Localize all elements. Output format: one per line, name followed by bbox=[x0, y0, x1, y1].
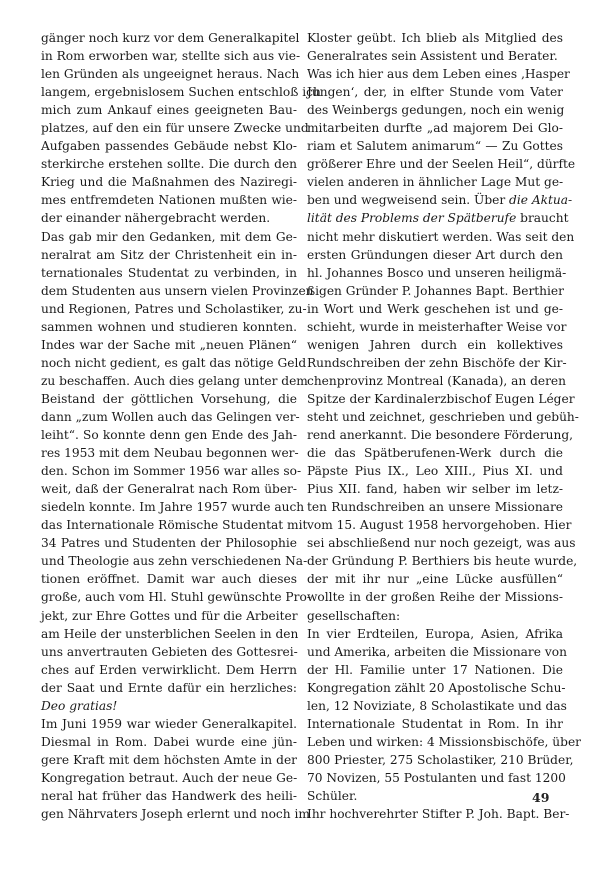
text-line bbox=[307, 246, 563, 264]
text-line bbox=[41, 264, 297, 282]
line-text: Aufgaben passendes Gebäude nebst Klo- bbox=[41, 139, 297, 154]
text-line bbox=[307, 390, 575, 408]
text-line bbox=[307, 155, 576, 173]
line-text: zu beschaffen. Auch dies gelang unter dem bbox=[41, 373, 308, 388]
text-line bbox=[307, 607, 563, 625]
text-line bbox=[41, 697, 297, 715]
line-text: steht und zeichnet, geschrieben und gebüh- bbox=[307, 409, 579, 424]
text-line bbox=[307, 679, 566, 697]
text-line bbox=[41, 65, 300, 83]
line-text: Diesmal in Rom. Dabei wurde eine jün- bbox=[41, 734, 297, 749]
line-text: Schüler. bbox=[307, 788, 358, 803]
text-line bbox=[41, 173, 297, 191]
text-line bbox=[41, 516, 308, 534]
text-line bbox=[41, 101, 297, 119]
line-text: langem, ergebnislosem Suchen entschloß ich bbox=[41, 85, 321, 100]
page-number: 49 bbox=[532, 790, 550, 805]
line-text: wollte in der großen Reihe der Missions- bbox=[307, 590, 563, 605]
line-text: chenprovinz Montreal (Kanada), an deren bbox=[307, 373, 566, 388]
text-line bbox=[307, 498, 563, 516]
line-text: dem Studenten aus unsern vielen Provinzen bbox=[41, 283, 314, 298]
line-text: Leben und wirken: 4 Missionsbischöfe, über bbox=[307, 734, 581, 749]
line-text: ches auf Erden verwirklicht. Dem Herrn bbox=[41, 662, 297, 677]
line-text: ternationales Studentat zu verbinden, in bbox=[41, 265, 297, 280]
line-text: mitarbeiten durfte „ad majorem Dei Glo- bbox=[307, 121, 563, 136]
text-line bbox=[41, 462, 302, 480]
text-line bbox=[41, 83, 321, 101]
text-line bbox=[307, 408, 579, 426]
text-line bbox=[307, 697, 567, 715]
line-text: Das gab mir den Gedanken, mit dem Ge- bbox=[41, 229, 297, 244]
line-text: sei abschließend nur noch gezeigt, was aus bbox=[307, 536, 576, 551]
text-line bbox=[307, 282, 563, 300]
line-text: neral hat früher das Handwerk des heili- bbox=[41, 788, 297, 803]
line-text: große, auch vom Hl. Stuhl gewünschte Pro- bbox=[41, 590, 311, 605]
text-line bbox=[307, 300, 563, 318]
line-text: Deo gratias! bbox=[41, 698, 118, 713]
text-line bbox=[307, 336, 563, 354]
line-text: die das Spätberufenen-Werk durch die bbox=[307, 446, 563, 461]
text-line bbox=[307, 209, 569, 227]
line-text: mes entfremdeten Nationen mußten wie- bbox=[41, 193, 297, 208]
text-line bbox=[307, 137, 563, 155]
text-line bbox=[41, 625, 297, 643]
line-text: der Saat und Ernte dafür ein herzliches: bbox=[41, 680, 297, 695]
line-text: wenigen Jahren durch ein kollektives bbox=[307, 337, 563, 352]
line-text: in Wort und Werk geschehen ist und ge- bbox=[307, 301, 563, 316]
line-text: der mit ihr nur „eine Lücke ausfüllen“ bbox=[307, 572, 563, 587]
text-line bbox=[41, 444, 297, 462]
line-text: ten Rundschreiben an unsere Missionare bbox=[307, 500, 563, 515]
text-line bbox=[307, 444, 563, 462]
text-line bbox=[41, 805, 310, 823]
text-line bbox=[41, 372, 308, 390]
line-text: Päpste Pius IX., Leo XIII., Pius XI. und bbox=[307, 464, 563, 479]
line-text: 800 Priester, 275 Scholastiker, 210 Brüder, bbox=[307, 752, 574, 767]
line-text: hl. Johannes Bosco und unseren heiligmä- bbox=[307, 265, 567, 280]
line-text: in Rom erworben war, stellte sich aus vie- bbox=[41, 49, 301, 64]
text-line bbox=[41, 300, 307, 318]
text-line bbox=[307, 228, 575, 246]
text-line bbox=[41, 354, 307, 372]
line-text: gen Nährvaters Joseph erlernt und noch im bbox=[41, 807, 310, 822]
text-line bbox=[41, 570, 297, 588]
line-text: sterkirche erstehen sollte. Die durch den bbox=[41, 157, 297, 172]
line-text: dann „zum Wollen auch das Gelingen ver- bbox=[41, 409, 300, 424]
line-text: Kongregation zählt 20 Apostolische Schu- bbox=[307, 680, 566, 695]
line-text: mich zum Ankauf eines geeigneten Bau- bbox=[41, 103, 297, 118]
line-text: platzes, auf den ein für unsere Zwecke und bbox=[41, 121, 309, 136]
line-text: des Weinbergs gedungen, noch ein wenig bbox=[307, 103, 565, 118]
text-line bbox=[41, 588, 311, 606]
line-text: In vier Erdteilen, Europa, Asien, Afrika bbox=[307, 626, 563, 641]
line-text: neralrat am Sitz der Christenheit ein in- bbox=[41, 247, 297, 262]
text-line bbox=[41, 661, 297, 679]
line-text: größerer Ehre und der Seelen Heil“, dürfte bbox=[307, 157, 576, 172]
line-text: weit, daß der Generalrat nach Rom über- bbox=[41, 482, 297, 497]
text-line bbox=[41, 390, 297, 408]
line-text: 70 Novizen, 55 Postulanten und fast 1200 bbox=[307, 770, 566, 785]
text-line bbox=[307, 318, 567, 336]
line-text: 34 Patres und Studenten der Philosophie bbox=[41, 536, 297, 551]
text-line bbox=[307, 625, 563, 643]
line-text: sammen wohnen und studieren konnten. bbox=[41, 319, 297, 334]
text-line bbox=[41, 552, 308, 570]
line-text: leiht“. So konnte denn gen Ende des Jah- bbox=[41, 428, 297, 443]
text-line bbox=[307, 264, 567, 282]
text-line bbox=[41, 155, 297, 173]
text-line bbox=[307, 787, 563, 805]
line-text: Generalrates sein Assistent und Berater. bbox=[307, 49, 558, 64]
text-line bbox=[307, 769, 566, 787]
line-text: Kloster geübt. Ich blieb als Mitglied des bbox=[307, 31, 563, 45]
text-line bbox=[41, 228, 297, 246]
line-text: und Regionen, Patres und Scholastiker, zu- bbox=[41, 301, 307, 316]
text-line bbox=[307, 462, 563, 480]
text-line bbox=[41, 643, 297, 661]
text-line bbox=[41, 137, 297, 155]
line-text: der einander nähergebracht werden. bbox=[41, 211, 271, 226]
text-line bbox=[41, 47, 301, 65]
line-text: der Gründung P. Berthiers bis heute wurde, bbox=[307, 554, 578, 569]
line-text: den. Schon im Sommer 1956 war alles so- bbox=[41, 464, 302, 479]
line-text: braucht bbox=[516, 211, 569, 226]
text-line bbox=[41, 534, 297, 552]
line-text: gesellschaften: bbox=[307, 608, 401, 623]
text-line bbox=[307, 480, 563, 498]
text-line bbox=[307, 65, 570, 83]
line-text: jekt, zur Ehre Gottes und für die Arbeiter bbox=[41, 608, 298, 623]
line-text: schieht, wurde in meisterhafter Weise vor bbox=[307, 319, 567, 334]
line-text: Im Juni 1959 war wieder Generalkapitel. bbox=[41, 716, 297, 731]
text-line bbox=[41, 119, 309, 137]
text-line bbox=[307, 83, 563, 101]
text-line bbox=[41, 246, 297, 264]
text-line bbox=[307, 733, 581, 751]
line-text: siedeln konnte. Im Jahre 1957 wurde auch bbox=[41, 500, 305, 515]
text-line bbox=[307, 426, 574, 444]
text-line bbox=[307, 643, 567, 661]
line-text: uns anvertrauten Gebieten des Gottesrei- bbox=[41, 644, 298, 659]
right-text-column bbox=[307, 29, 581, 823]
text-line bbox=[307, 101, 563, 119]
line-text: das Internationale Römische Studentat mit bbox=[41, 518, 308, 533]
text-line bbox=[41, 318, 297, 336]
line-text: Spitze der Kardinalerzbischof Eugen Léger bbox=[307, 391, 575, 406]
line-text: Kongregation betraut. Auch der neue Ge- bbox=[41, 770, 298, 785]
line-text: ßigen Gründer P. Johannes Bapt. Berthier bbox=[307, 283, 564, 298]
text-line bbox=[41, 769, 297, 787]
text-line bbox=[41, 29, 300, 47]
text-line bbox=[41, 607, 297, 625]
line-text: nicht mehr diskutiert werden. Was seit den bbox=[307, 229, 575, 244]
line-text: rend anerkannt. Die besondere Förderung, bbox=[307, 428, 574, 443]
text-line bbox=[41, 191, 297, 209]
line-text: Ihr hochverehrter Stifter P. Joh. Bapt. Ber- bbox=[307, 807, 570, 822]
line-text: len, 12 Noviziate, 8 Scholastikate und das bbox=[307, 698, 567, 713]
line-text: Pius XII. fand, haben wir selber im letz- bbox=[307, 482, 563, 497]
text-line bbox=[307, 751, 574, 769]
text-line bbox=[307, 534, 576, 552]
text-line bbox=[307, 29, 563, 47]
text-line bbox=[41, 209, 297, 227]
text-line bbox=[307, 173, 563, 191]
text-line bbox=[307, 354, 567, 372]
text-line bbox=[41, 480, 297, 498]
line-text: Rundschreiben der zehn Bischöfe der Kir- bbox=[307, 355, 567, 370]
text-line bbox=[307, 570, 563, 588]
text-line bbox=[307, 119, 563, 137]
text-line bbox=[307, 552, 578, 570]
line-text: vom 15. August 1958 hervorgehoben. Hier bbox=[307, 518, 572, 533]
text-line bbox=[41, 715, 297, 733]
italic-text: lität des Problems der Spätberufe bbox=[307, 211, 517, 226]
text-line bbox=[41, 426, 297, 444]
text-line bbox=[41, 498, 305, 516]
left-text-column bbox=[41, 29, 321, 823]
line-text: Jungen‘, der, in elfter Stunde vom Vater bbox=[307, 85, 563, 100]
text-line bbox=[41, 408, 300, 426]
line-text: der Hl. Familie unter 17 Nationen. Die bbox=[307, 662, 563, 677]
line-text: tionen eröffnet. Damit war auch dieses bbox=[41, 572, 297, 587]
line-text: Internationale Studentat in Rom. In ihr bbox=[307, 716, 563, 731]
text-line bbox=[307, 805, 570, 823]
line-text: res 1953 mit dem Neubau begonnen wer- bbox=[41, 446, 299, 461]
line-text: Beistand der göttlichen Vorsehung, die bbox=[41, 391, 297, 406]
text-line bbox=[307, 661, 563, 679]
text-line bbox=[307, 588, 563, 606]
text-line bbox=[307, 516, 572, 534]
italic-text: die Aktua- bbox=[509, 193, 573, 208]
text-line bbox=[41, 733, 297, 751]
line-text: ben und wegweisend sein. Über bbox=[307, 193, 510, 208]
line-text: und Amerika, arbeiten die Missionare von bbox=[307, 644, 567, 659]
line-text: Was ich hier aus dem Leben eines ‚Hasper bbox=[307, 67, 570, 82]
line-text: Indes war der Sache mit „neuen Plänen“ bbox=[41, 337, 297, 352]
text-line bbox=[307, 191, 573, 209]
text-line bbox=[41, 336, 297, 354]
text-line bbox=[41, 282, 314, 300]
text-line bbox=[307, 715, 563, 733]
line-text: gänger noch kurz vor dem Generalkapitel bbox=[41, 31, 300, 45]
line-text: Krieg und die Maßnahmen des Naziregi- bbox=[41, 175, 297, 190]
text-line bbox=[41, 679, 297, 697]
line-text: noch nicht gedient, es galt das nötige Geld bbox=[41, 355, 307, 370]
line-text: gere Kraft mit dem höchsten Amte in der bbox=[41, 752, 297, 767]
line-text: und Theologie aus zehn verschiedenen Na- bbox=[41, 554, 308, 569]
line-text: len Gründen als ungeeignet heraus. Nach bbox=[41, 67, 300, 82]
text-line bbox=[41, 751, 297, 769]
line-text: vielen anderen in ähnlicher Lage Mut ge- bbox=[307, 175, 564, 190]
text-line bbox=[307, 47, 563, 65]
line-text: am Heile der unsterblichen Seelen in den bbox=[41, 626, 299, 641]
line-text: ersten Gründungen dieser Art durch den bbox=[307, 247, 563, 262]
text-line bbox=[41, 787, 297, 805]
text-line bbox=[307, 372, 566, 390]
line-text: riam et Salutem animarum“ — Zu Gottes bbox=[307, 139, 563, 154]
